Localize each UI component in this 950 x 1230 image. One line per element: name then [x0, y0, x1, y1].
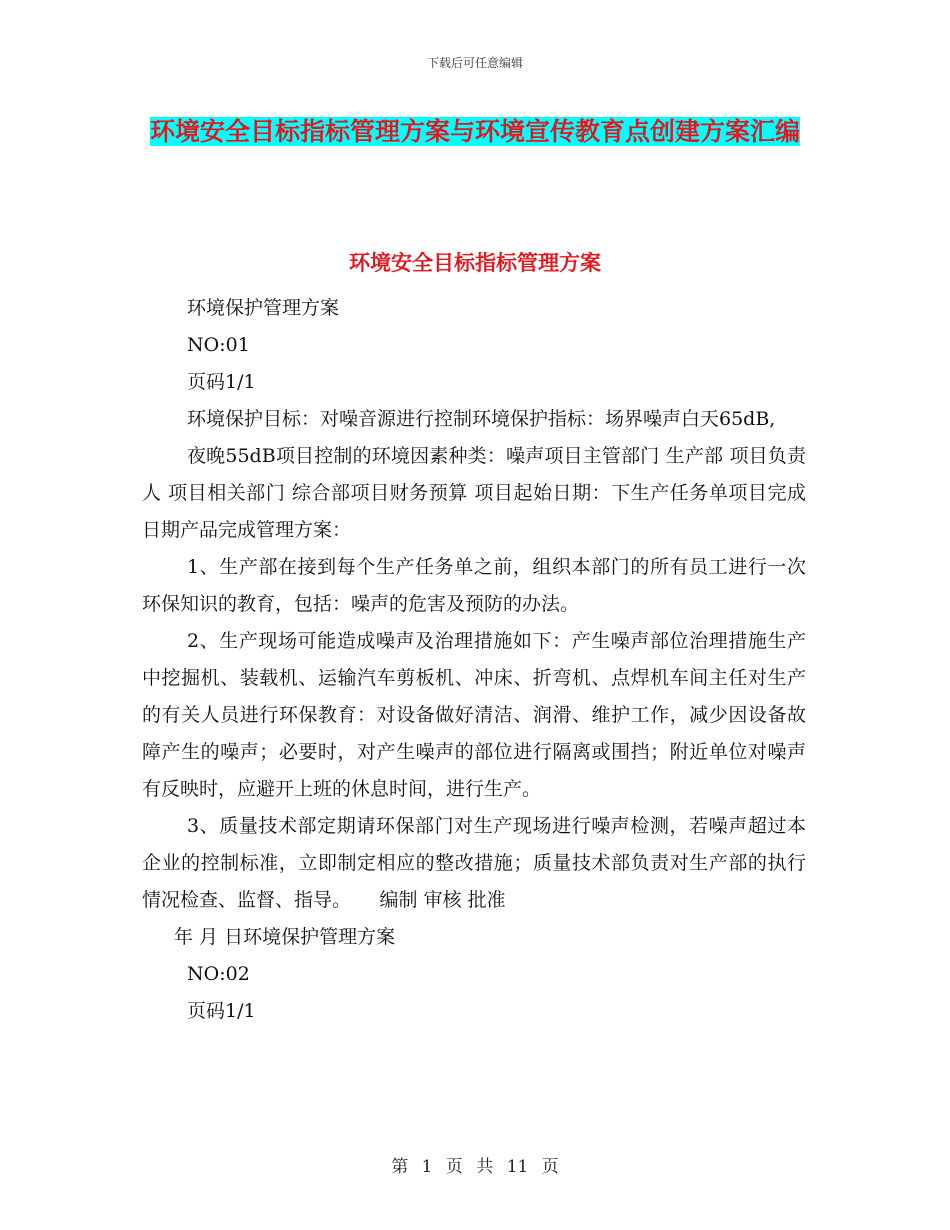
footer-total-pages: 11	[506, 1157, 529, 1177]
paragraph: 环境保护目标：对噪音源进行控制环境保护指标：场界噪声白天65dB,	[187, 408, 776, 430]
footer-total-unit: 页	[541, 1157, 559, 1177]
document-title	[140, 110, 810, 154]
footer-page-unit: 页	[445, 1157, 463, 1177]
footer-page-number: 1	[421, 1157, 433, 1177]
section-title: 环境安全目标指标管理方案	[349, 251, 601, 275]
page-footer	[0, 1152, 950, 1177]
document-title-text: 环境安全目标指标管理方案与环境宣传教育点创建方案汇编	[149, 117, 800, 146]
paragraph: NO:01	[187, 334, 250, 356]
paragraph: 2、生产现场可能造成噪声及治理措施如下：产生噪声部位治理措施生产中挖掘机、装载机、运输汽车剪板机、冲床、折弯机、点焊机车间主任对生产的有关人员进行环保教育：对设备做好清洁、润滑、维护工作，减少因设备故障产生的噪声；必要时，对产生噪声的部位进行隔离或围挡；附近单位对噪声有反映时，应避开上班的休息时间，进行生产。	[142, 630, 806, 800]
paragraph: 页码1/1	[187, 1000, 256, 1022]
paragraph: 年 月 日环境保护管理方案	[174, 926, 396, 948]
paragraph: 夜晚55dB项目控制的环境因素种类：噪声项目主管部门 生产部 项目负责人 项目相关部门 综合部项目财务预算 项目起始日期：下生产任务单项目完成日期产品完成管理方案：	[142, 445, 806, 541]
paragraph: 3、质量技术部定期请环保部门对生产现场进行噪声检测，若噪声超过本企业的控制标准，立即制定相应的整改措施；质量技术部负责对生产部的执行情况检查、监督、指导。 编制 审核 批准	[142, 815, 806, 911]
paragraph: 1、生产部在接到每个生产任务单之前，组织本部门的所有员工进行一次环保知识的教育，包括：噪声的危害及预防的办法。	[142, 556, 806, 615]
header-note: 下载后可任意编辑	[426, 56, 523, 70]
document-body	[142, 290, 806, 1030]
paragraph: NO:02	[187, 963, 250, 985]
footer-total-prefix: 共	[476, 1157, 494, 1177]
paragraph: 页码1/1	[187, 371, 256, 393]
paragraph: 环境保护管理方案	[187, 297, 340, 319]
footer-prefix: 第	[391, 1157, 409, 1177]
